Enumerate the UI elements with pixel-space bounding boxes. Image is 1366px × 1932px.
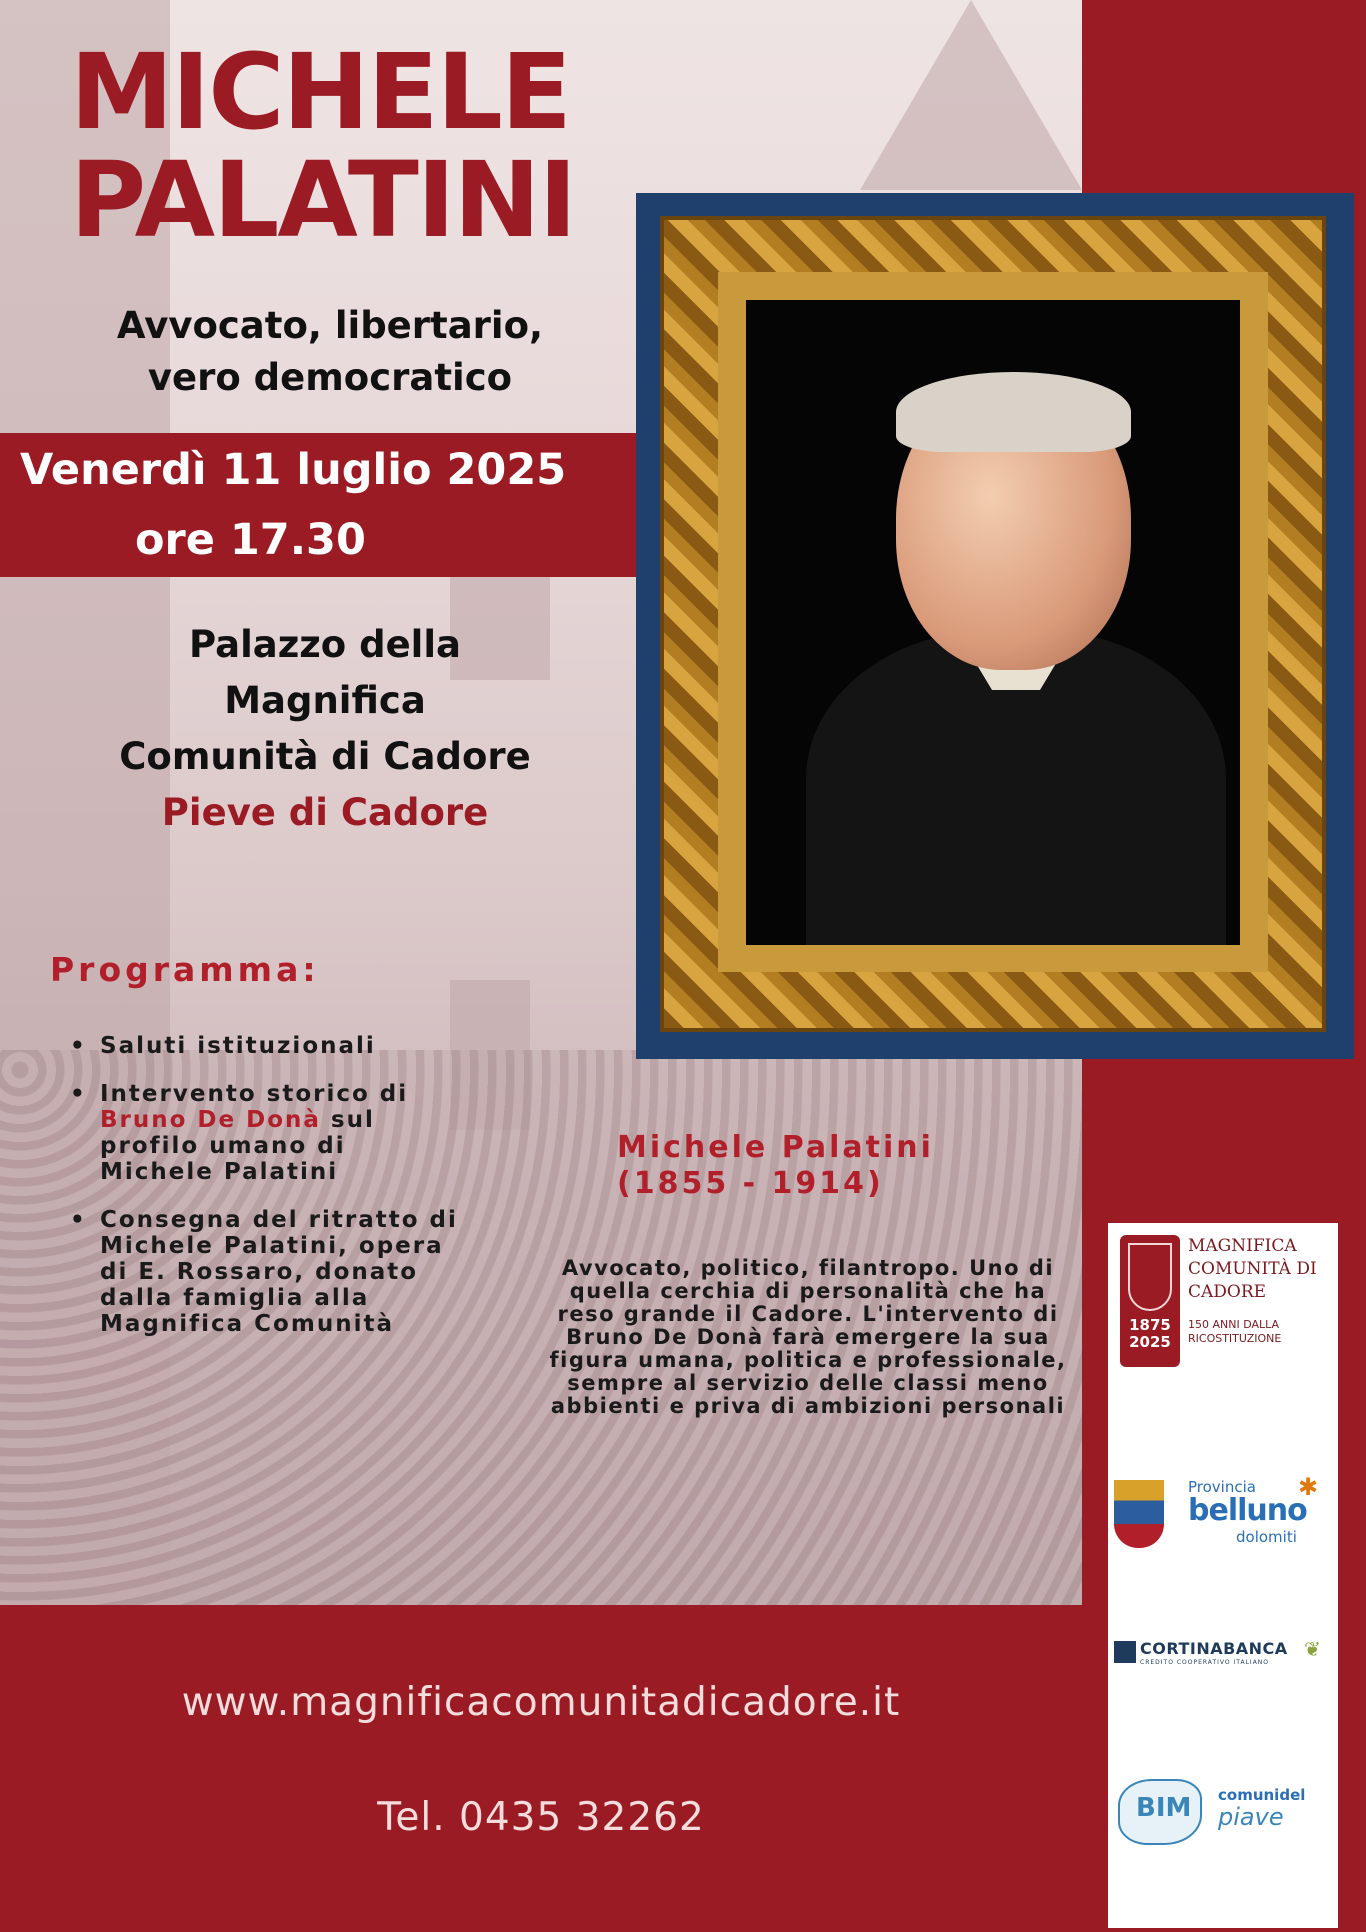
portrait-painting bbox=[746, 300, 1240, 945]
bim-label: comunidel bbox=[1218, 1786, 1306, 1804]
list-item: • Saluti istituzionali bbox=[70, 1033, 460, 1059]
tower-roof bbox=[860, 0, 1082, 190]
mc-years: 1875 2025 bbox=[1129, 1316, 1171, 1351]
venue-line: Comunità di Cadore bbox=[119, 735, 531, 778]
event-time: ore 17.30 bbox=[135, 515, 366, 565]
cortinabanca-name: CORTINABANCA bbox=[1140, 1639, 1288, 1658]
sponsor-column bbox=[1108, 1223, 1338, 1928]
page-title: MICHELE PALATINI bbox=[70, 31, 576, 261]
subtitle: Avvocato, libertario, vero democratico bbox=[116, 304, 544, 399]
program-list bbox=[70, 1033, 460, 1359]
star-icon: ✱ bbox=[1298, 1473, 1319, 1501]
provincia-tagline: dolomiti bbox=[1236, 1528, 1297, 1546]
venue-city: Pieve di Cadore bbox=[161, 791, 489, 834]
venue-line: Magnifica bbox=[224, 679, 426, 722]
bim-logo: BIM bbox=[1136, 1793, 1192, 1823]
bio-heading bbox=[617, 1130, 934, 1202]
cortinabanca-sub: CREDITO COOPERATIVO ITALIANO bbox=[1140, 1659, 1270, 1666]
list-item-text: sul profilo umano di Michele Palatini bbox=[100, 1107, 375, 1185]
cortinabanca-mark-icon bbox=[1114, 1641, 1136, 1663]
mc-name: MAGNIFICA COMUNITÀ DI CADORE bbox=[1188, 1236, 1317, 1302]
portrait-hair bbox=[896, 372, 1131, 452]
list-item bbox=[70, 1081, 460, 1185]
magnifica-comunita-logo bbox=[1120, 1235, 1180, 1367]
bio-name: Michele Palatini bbox=[617, 1130, 934, 1165]
phone-number: Tel. 0435 32262 bbox=[377, 1795, 705, 1840]
program-title: Programma: bbox=[50, 950, 320, 989]
list-item: • Consegna del ritratto di Michele Palatini, opera di E. Rossaro, donato dalla famiglia alla Magnifica Comunità bbox=[70, 1207, 460, 1337]
mc-subtitle: 150 ANNI DALLA RICOSTITUZIONE bbox=[1188, 1318, 1282, 1345]
venue bbox=[80, 617, 570, 841]
provincia-label: Provincia bbox=[1188, 1478, 1256, 1496]
provincia-name: belluno bbox=[1188, 1493, 1307, 1528]
website-link[interactable]: www.magnificacomunitadicadore.it bbox=[181, 1680, 901, 1725]
bio-years: (1855 - 1914) bbox=[617, 1166, 884, 1201]
leaf-icon: ❦ bbox=[1304, 1637, 1321, 1661]
list-item-text: Intervento storico di bbox=[100, 1081, 409, 1107]
provincia-crest-icon bbox=[1114, 1480, 1164, 1548]
venue-line: Palazzo della bbox=[188, 623, 462, 666]
bio-description: Avvocato, politico, filantropo. Uno di quella cerchia di personalità che ha reso grande il Cadore. L'intervento di Bruno De Donà farà emergere la sua figura umana, politica e professionale, sempre al servizio delle classi meno abbienti e priva di ambizioni personali bbox=[549, 1256, 1067, 1418]
bim-name: piave bbox=[1218, 1803, 1284, 1831]
crest-icon bbox=[1128, 1243, 1172, 1311]
speaker-name: Bruno De Donà bbox=[100, 1107, 321, 1133]
event-date: Venerdì 11 luglio 2025 bbox=[20, 445, 567, 495]
